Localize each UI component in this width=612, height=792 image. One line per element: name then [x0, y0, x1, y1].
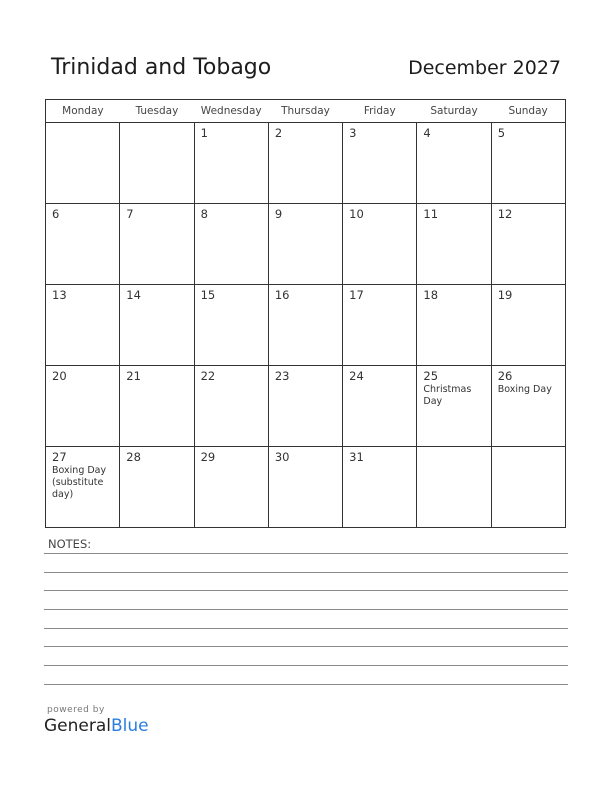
day-number: 8: [200, 207, 208, 221]
day-number: 11: [423, 207, 439, 221]
day-cell: [194, 285, 268, 366]
weekday-header: Thursday: [268, 100, 342, 123]
day-number: 14: [126, 288, 141, 302]
day-cell: [491, 204, 565, 285]
notes-line: [44, 646, 568, 647]
week-row: [46, 285, 566, 366]
day-number: 25: [423, 369, 439, 383]
holiday-label: Christmas Day: [423, 384, 472, 407]
day-number: 31: [349, 450, 364, 464]
day-cell: [268, 447, 342, 528]
week-row: [46, 123, 566, 204]
day-cell: [343, 447, 417, 528]
country-title: Trinidad and Tobago: [51, 55, 272, 80]
day-number: 24: [349, 369, 364, 383]
day-cell: [491, 447, 565, 528]
notes-line: [44, 572, 568, 573]
day-number: 19: [497, 288, 513, 302]
day-cell: [194, 366, 268, 447]
month-year-title: December 2027: [408, 57, 561, 79]
day-number: 17: [349, 288, 364, 302]
day-cell: [46, 285, 120, 366]
day-cell: [194, 204, 268, 285]
day-cell: [268, 204, 342, 285]
day-cell: [343, 285, 417, 366]
day-cell: [268, 123, 342, 204]
day-number: 18: [423, 288, 439, 302]
day-cell: [268, 285, 342, 366]
week-row: [46, 447, 566, 528]
week-row: [46, 366, 566, 447]
day-number: 13: [52, 288, 67, 302]
generalblue-logo: [44, 716, 149, 736]
weekday-header-row: [46, 100, 566, 123]
day-cell: [46, 204, 120, 285]
notes-line: [44, 665, 568, 666]
notes-line: [44, 684, 568, 685]
day-number: 27: [52, 450, 67, 464]
notes-line: [44, 609, 568, 610]
day-number: 4: [423, 126, 431, 140]
day-cell: [417, 447, 491, 528]
day-cell: [268, 366, 342, 447]
day-number: 10: [349, 207, 364, 221]
day-number: 2: [274, 126, 283, 140]
day-number: 9: [274, 207, 283, 221]
day-cell: [491, 285, 565, 366]
weekday-header: Tuesday: [120, 100, 194, 123]
day-cell: [120, 447, 194, 528]
day-cell: [120, 366, 194, 447]
day-cell: [194, 447, 268, 528]
day-cell: [417, 366, 491, 447]
day-number: 6: [52, 207, 60, 221]
day-cell: [491, 366, 565, 447]
day-number: 1: [200, 126, 208, 140]
weekday-header: Saturday: [417, 100, 491, 123]
weekday-header: Wednesday: [194, 100, 268, 123]
day-number: 20: [52, 369, 67, 383]
week-row: [46, 204, 566, 285]
calendar-grid: [45, 99, 566, 528]
notes-label: NOTES:: [48, 537, 92, 551]
day-number: 28: [126, 450, 141, 464]
weekday-header: Friday: [343, 100, 417, 123]
day-cell: [491, 123, 565, 204]
day-cell: [343, 123, 417, 204]
day-number: 22: [200, 369, 216, 383]
weekday-header: Monday: [46, 100, 120, 123]
day-cell: [343, 204, 417, 285]
day-number: 12: [497, 207, 513, 221]
day-cell: [120, 204, 194, 285]
day-cell: [120, 123, 194, 204]
day-cell: [120, 285, 194, 366]
day-number: 26: [497, 369, 513, 383]
notes-line: [44, 553, 568, 554]
day-number: 7: [126, 207, 134, 221]
logo-general: General: [44, 716, 111, 736]
notes-line: [44, 628, 568, 629]
holiday-label: Boxing Day: [497, 384, 552, 395]
day-cell: [194, 123, 268, 204]
day-number: 29: [200, 450, 216, 464]
holiday-label: Boxing Day (substitute day): [52, 465, 107, 500]
day-cell: [46, 447, 120, 528]
day-cell: [417, 123, 491, 204]
day-cell: [46, 366, 120, 447]
day-number: 21: [126, 369, 141, 383]
day-cell: [417, 285, 491, 366]
weekday-header: Sunday: [491, 100, 565, 123]
day-number: 16: [274, 288, 290, 302]
day-number: 30: [274, 450, 290, 464]
powered-by-label: powered by: [47, 705, 105, 715]
day-number: 23: [274, 369, 290, 383]
day-cell: [46, 123, 120, 204]
day-cell: [343, 366, 417, 447]
day-number: 15: [200, 288, 216, 302]
notes-line: [44, 590, 568, 591]
day-number: 5: [497, 126, 506, 140]
logo-blue: Blue: [111, 716, 149, 736]
day-cell: [417, 204, 491, 285]
day-number: 3: [349, 126, 357, 140]
